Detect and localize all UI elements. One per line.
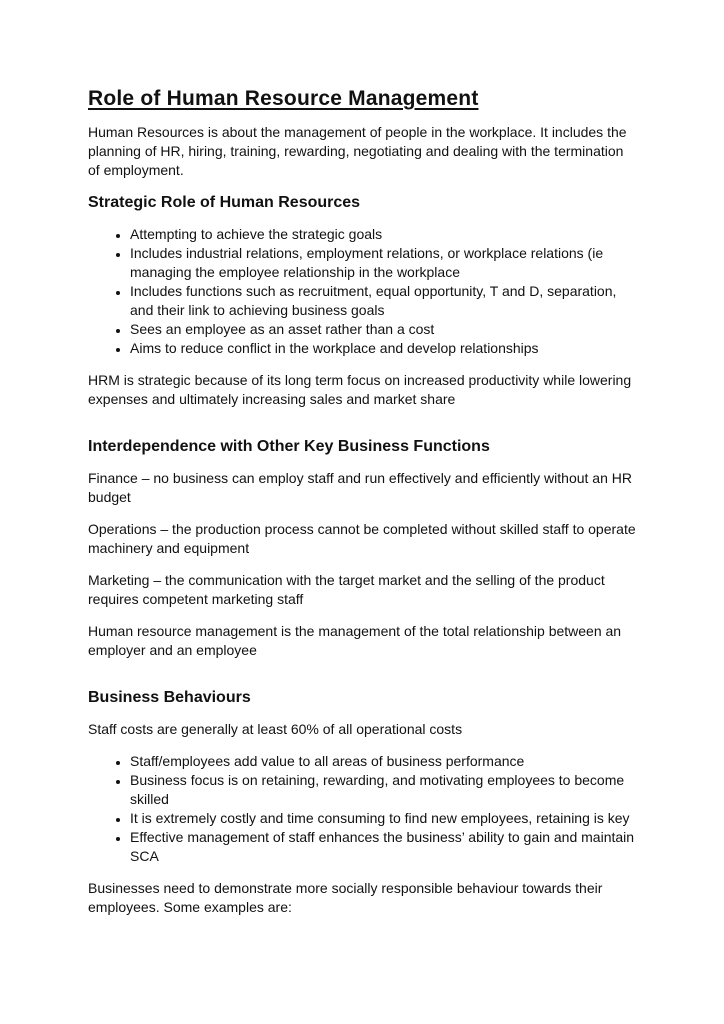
bullet-item: • It is extremely costly and time consuming to find new employees, retaining is key (130, 809, 638, 828)
paragraph-marketing: Marketing – the communication with the target market and the selling of the product requires competent marketing staff (88, 572, 605, 607)
bullet-item: • Includes industrial relations, employment relations, or workplace relations (ie managing the employee relationship in the workplace (130, 244, 638, 282)
bullet-item: • Staff/employees add value to all areas of business performance (130, 752, 638, 771)
strategic-summary-paragraph: HRM is strategic because of its long term focus on increased productivity while lowering expenses and ultimately increasing sales and market share (88, 372, 632, 407)
bullet-item: • Includes functions such as recruitment, equal opportunity, T and D, separation, and their link to achieving business goals (130, 282, 638, 320)
paragraph-hrm-definition: Human resource management is the management of the total relationship between an employer and an employee (88, 623, 622, 658)
document-title: Role of Human Resource Management (88, 87, 479, 110)
closing-paragraph: Businesses need to demonstrate more socially responsible behaviour towards their employees. Some examples are: (88, 880, 603, 915)
document-content (88, 86, 638, 917)
staff-costs-paragraph: Staff costs are generally at least 60% of all operational costs (88, 721, 463, 737)
section-heading-interdependence: Interdependence with Other Key Business Functions (88, 438, 490, 455)
paragraph-finance: Finance – no business can employ staff and run effectively and efficiently without an HR budget (88, 470, 632, 505)
paragraph-operations: Operations – the production process cannot be completed without skilled staff to operate machinery and equipment (88, 521, 636, 556)
intro-paragraph: Human Resources is about the management of people in the workplace. It includes the planning of HR, hiring, training, rewarding, negotiating and dealing with the termination of employment. (88, 124, 627, 178)
bullet-item: • Effective management of staff enhances the business’ ability to gain and maintain SCA (130, 828, 638, 866)
behaviours-bullet-list (88, 752, 638, 866)
bullet-item: • Aims to reduce conflict in the workplace and develop relationships (130, 339, 638, 358)
bullet-item: • Sees an employee as an asset rather than a cost (130, 320, 638, 339)
section-heading-business-behaviours: Business Behaviours (88, 689, 251, 706)
section-heading-strategic-role: Strategic Role of Human Resources (88, 194, 361, 211)
strategic-bullet-list (88, 225, 638, 358)
bullet-item: • Business focus is on retaining, rewarding, and motivating employees to become skilled (130, 771, 638, 809)
bullet-item: • Attempting to achieve the strategic goals (130, 225, 638, 244)
